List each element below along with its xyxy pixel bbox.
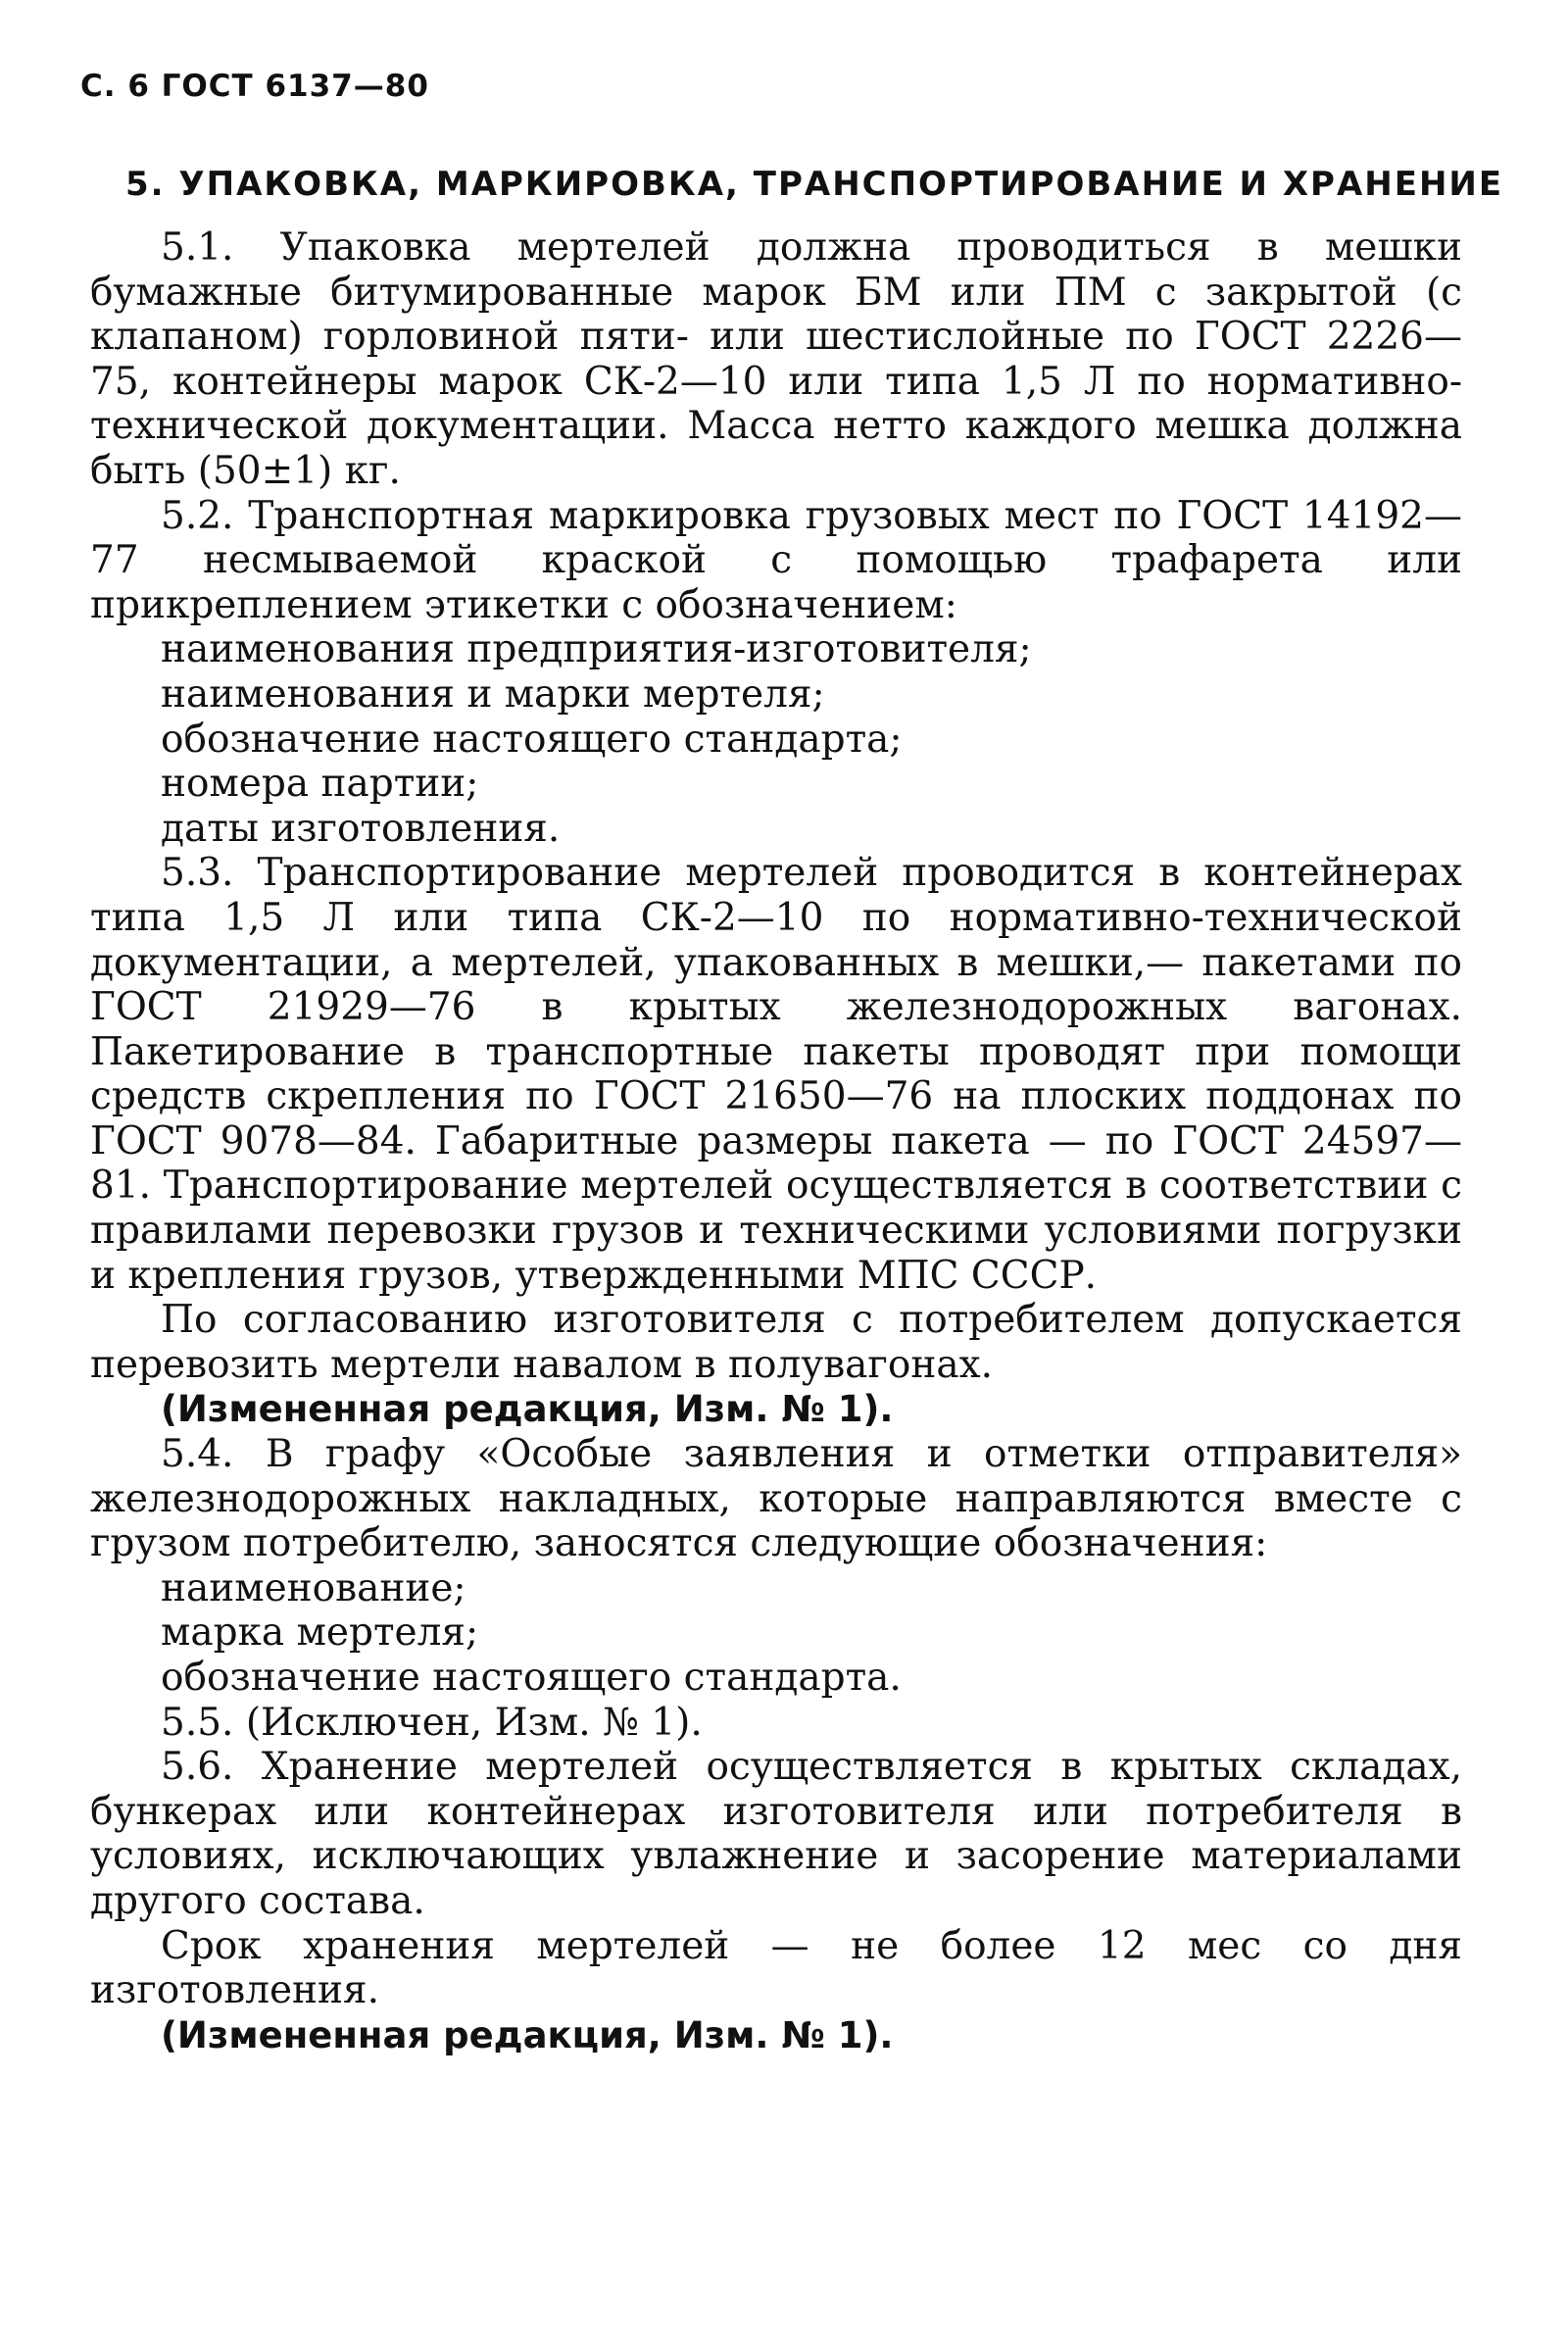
- list-item: наименования предприятия-изготовителя;: [161, 627, 1032, 672]
- document-body: [90, 225, 1462, 2057]
- paragraph-5-6: 5.6. Хранение мертелей осуществляется в крытых складах, бункерах или контейнерах изготовителя или потребителя в условиях, исключающих увлажнение и засорение материалами другого состава.: [90, 1745, 1462, 1923]
- paragraph-5-6-storage: Срок хранения мертелей — не более 12 мес со дня изготовления.: [90, 1923, 1462, 2013]
- list-item: обозначение настоящего стандарта.: [161, 1656, 902, 1700]
- page-header: С. 6 ГОСТ 6137—80: [80, 69, 429, 104]
- paragraph-5-1: 5.1. Упаковка мертелей должна проводиться в мешки бумажные битумированные марок БМ или ПМ с закрытой (с клапаном) горловиной пяти- или шестислойные по ГОСТ 2226—75, контейнеры марок СК-2—10 или типа 1,5 Л по нормативно-технической документации. Масса нетто каждого мешка должна быть (50±1) кг.: [90, 225, 1462, 493]
- paragraph-5-3: 5.3. Транспортирование мертелей проводится в контейнерах типа 1,5 Л или типа СК-2—10 по нормативно-технической документации, а мертелей, упакованных в мешки,— пакетами по ГОСТ 21929—76 в крытых железнодорожных вагонах. Пакетирование в транспортные пакеты проводят при помощи средств скрепления по ГОСТ 21650—76 на плоских поддонах по ГОСТ 9078—84. Габаритные размеры пакета — по ГОСТ 24597—81. Транспортирование мертелей осуществляется в соответствии с правилами перевозки грузов и техническими условиями погрузки и крепления грузов, утвержденными МПС СССР.: [90, 851, 1462, 1298]
- paragraph-5-2: 5.2. Транспортная маркировка грузовых мест по ГОСТ 14192—77 несмываемой краской с помощью трафарета или прикреплением этикетки с обозначением:: [90, 493, 1462, 627]
- paragraph-5-3-note: По согласованию изготовителя с потребителем допускается перевозить мертели навалом в полувагонах.: [90, 1298, 1462, 1387]
- edit-note: (Измененная редакция, Изм. № 1).: [161, 2013, 894, 2056]
- section-title: 5. УПАКОВКА, МАРКИРОВКА, ТРАНСПОРТИРОВАНИЕ И ХРАНЕНИЕ: [125, 165, 1504, 204]
- edit-note: (Измененная редакция, Изм. № 1).: [161, 1388, 894, 1431]
- paragraph-5-5: 5.5. (Исключен, Изм. № 1).: [161, 1700, 703, 1745]
- paragraph-5-4: 5.4. В графу «Особые заявления и отметки отправителя» железнодорожных накладных, которые направляются вместе с грузом потребителю, заносятся следующие обозначения:: [90, 1432, 1462, 1566]
- list-item: наименование;: [161, 1565, 466, 1610]
- list-item: марка мертеля;: [161, 1610, 479, 1656]
- list-item: номера партии;: [161, 762, 479, 807]
- list-item: обозначение настоящего стандарта;: [161, 717, 903, 762]
- list-item: наименования и марки мертеля;: [161, 671, 825, 717]
- list-item: даты изготовления.: [161, 806, 561, 851]
